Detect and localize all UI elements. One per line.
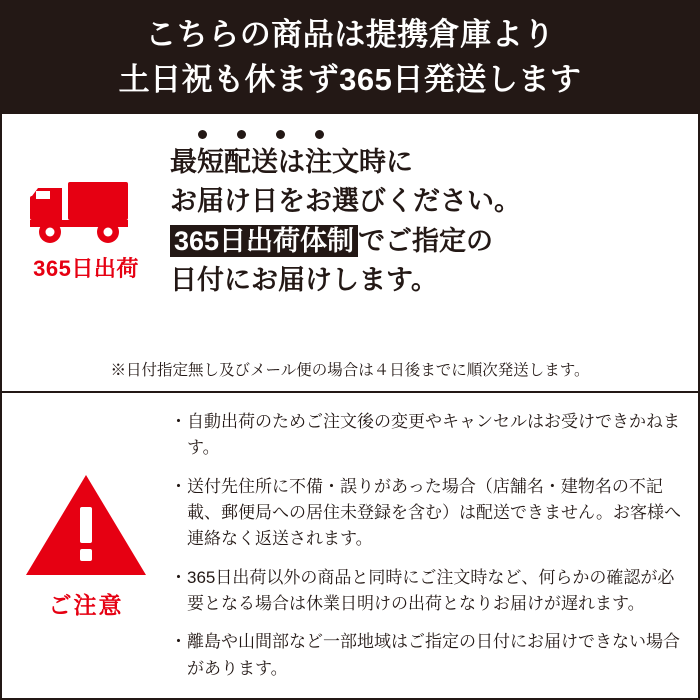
warning-triangle-icon: [22, 469, 150, 581]
list-bullet: ・: [170, 632, 187, 652]
list-item-text: 365日出荷以外の商品と同時にご注文時など、何らかの確認が必要となる場合は休業日明けの出荷となりお届けが遅れます。: [187, 567, 675, 614]
message-line-4: 日付にお届けします。: [170, 265, 438, 296]
list-bullet: ・: [170, 567, 187, 587]
list-item: [170, 409, 684, 462]
message-line-2: お届け日をお選びください。: [170, 186, 521, 217]
list-item: [170, 565, 684, 618]
caution-list: [170, 401, 698, 698]
emphasis-dot: [315, 130, 324, 139]
message-block: [170, 124, 698, 359]
list-item-text: 送付先住所に不備・誤りがあった場合（店舗名・建物名の不記載、郵便局への居住未登録を含む）は配送できません。お客様へ連絡なく返送されます。: [187, 476, 682, 549]
message-line-3: [170, 222, 686, 261]
caution-label: ご注意: [48, 592, 124, 618]
header-line-1: こちらの商品は提携倉庫より: [145, 17, 555, 53]
list-item: [170, 474, 684, 553]
banner-header: [2, 2, 698, 114]
list-bullet: ・: [170, 412, 187, 431]
emphasis-dot: [276, 130, 285, 139]
message-line-1: 最短配送は注文時に: [170, 147, 413, 177]
delivery-message-section: [2, 114, 698, 393]
list-item-text: 自動出荷のためご注文後の変更やキャンセルはお受けできかねます。: [187, 412, 680, 458]
list-item: [170, 629, 684, 682]
caution-block: [2, 401, 170, 698]
emphasis-dots: [170, 130, 686, 139]
shipping-note: ※日付指定無し及びメール便の場合は４日後までに順次発送します。: [110, 361, 590, 379]
caution-section: [2, 393, 698, 698]
emphasis-dot: [198, 130, 207, 139]
message-line-3-rest: でご指定の: [358, 225, 494, 256]
truck-icon: [24, 172, 148, 246]
header-line-2: 土日祝も休まず365日発送します: [118, 62, 582, 97]
emphasis-dot: [237, 130, 246, 139]
message-highlight: 365日出荷体制: [170, 225, 358, 257]
list-bullet: ・: [170, 476, 187, 496]
truck-block: [2, 124, 170, 359]
truck-label: 365日出荷: [33, 256, 139, 281]
list-item-text: 離島や山間部など一部地域はご指定の日付にお届けできない場合があります。: [187, 632, 680, 678]
